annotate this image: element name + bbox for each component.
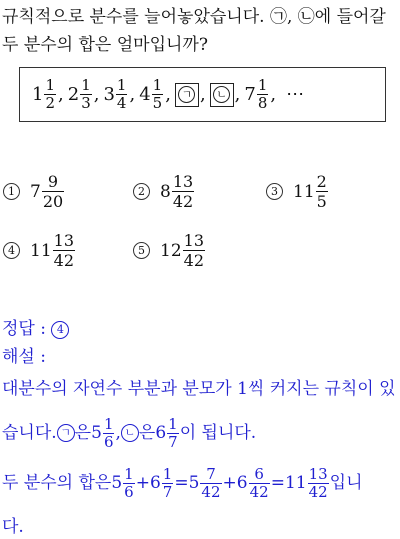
denominator: 5 — [316, 192, 327, 211]
numerator: 2 — [316, 172, 327, 191]
choice-whole: 11 — [30, 240, 52, 261]
denominator: 42 — [183, 251, 204, 270]
numerator: 1 — [257, 76, 268, 94]
term-whole: 4 — [139, 84, 151, 105]
blank-box — [210, 83, 234, 107]
fraction-whole: 11 — [284, 473, 307, 493]
numerator: 13 — [53, 231, 74, 250]
explanation-label: 해설 : — [2, 347, 46, 367]
comma: , — [58, 84, 64, 105]
choice-number: 5 — [133, 242, 150, 259]
circled-letter-1: ㄱ — [57, 424, 75, 442]
text: 습니다. — [2, 423, 57, 443]
choice-fraction — [183, 231, 205, 270]
comma: , — [129, 84, 136, 105]
numerator: 1 — [124, 464, 134, 483]
circled-letter-1: ㄱ — [178, 86, 195, 103]
explanation-line-1: 대분수의 자연수 부분과 분모가 1씩 커지는 규칙이 있 — [2, 379, 396, 399]
text: 이 됩니다. — [179, 423, 257, 443]
numerator: 1 — [152, 76, 163, 94]
numerator: 13 — [172, 172, 194, 191]
comma: , — [270, 84, 277, 105]
denominator: 7 — [168, 432, 178, 451]
choice-5[interactable] — [133, 231, 206, 270]
circled-letter-2: ㄴ — [121, 424, 139, 442]
fraction — [162, 466, 174, 501]
numerator: 1 — [81, 76, 91, 94]
plus-sign: + — [222, 473, 237, 493]
fraction — [200, 466, 221, 501]
answer-label: 정답 : — [2, 319, 52, 339]
choice-2[interactable] — [133, 172, 195, 211]
denominator: 42 — [308, 482, 328, 501]
comma: , — [165, 84, 171, 105]
numerator: 6 — [249, 466, 270, 484]
numerator: 13 — [183, 231, 204, 250]
choice-fraction — [172, 172, 194, 211]
choice-4[interactable] — [3, 231, 76, 270]
blank-1 — [175, 83, 210, 107]
blank-2 — [210, 83, 245, 107]
sequence-term — [103, 77, 139, 112]
denominator: 5 — [152, 94, 163, 112]
plus-sign: + — [135, 473, 150, 493]
equals-sign: = — [270, 473, 285, 493]
term-whole: 7 — [244, 84, 256, 105]
question-line-1: 규칙적으로 분수를 늘어놓았습니다. ㉠, ㉡에 들어갈 — [2, 7, 386, 27]
text: 두 분수의 합은 — [2, 473, 112, 493]
term-fraction — [44, 77, 56, 112]
fraction — [308, 466, 329, 501]
choice-1[interactable] — [3, 172, 65, 211]
fraction — [249, 466, 270, 501]
fraction — [103, 416, 115, 451]
choice-fraction — [316, 172, 328, 211]
denominator: 3 — [81, 94, 91, 112]
choice-number: 1 — [3, 183, 20, 200]
term-fraction — [80, 77, 92, 112]
choice-number: 2 — [133, 183, 150, 200]
explanation-line-2 — [2, 413, 256, 453]
denominator: 42 — [172, 192, 194, 211]
fraction — [123, 466, 135, 501]
denominator: 42 — [201, 482, 221, 501]
numerator: 1 — [103, 414, 114, 433]
equals-sign: = — [174, 473, 189, 493]
sequence-term — [68, 77, 104, 112]
comma: , — [93, 84, 100, 105]
answer-line — [2, 318, 69, 340]
sequence-term — [32, 77, 68, 112]
fraction-whole: 5 — [111, 473, 123, 493]
text: 은 — [74, 423, 92, 443]
term-whole: 2 — [67, 84, 80, 105]
fraction-whole: 6 — [236, 473, 248, 493]
denominator: 2 — [45, 94, 55, 112]
fraction-whole: 6 — [155, 423, 167, 443]
numerator: 1 — [45, 76, 55, 94]
fraction-whole: 5 — [91, 423, 102, 443]
text: , — [115, 423, 121, 443]
circled-letter-2: ㄴ — [213, 86, 230, 103]
choice-whole: 11 — [293, 181, 315, 202]
numerator: 13 — [308, 464, 328, 483]
answer-mark: 4 — [51, 321, 69, 339]
text: 은 — [138, 423, 156, 443]
denominator: 7 — [162, 482, 173, 501]
denominator: 6 — [103, 432, 114, 451]
text: 입니 — [329, 473, 363, 493]
term-fraction — [257, 77, 269, 112]
explanation-line-4: 다. — [2, 517, 24, 537]
choice-fraction — [42, 172, 64, 211]
comma: , — [234, 84, 241, 105]
denominator: 8 — [257, 94, 268, 112]
fraction — [167, 416, 179, 451]
term-whole: 1 — [32, 84, 44, 105]
explanation-line-3 — [2, 462, 363, 504]
choice-whole: 8 — [160, 181, 171, 202]
blank-box — [175, 83, 199, 107]
numerator: 1 — [168, 414, 178, 433]
denominator: 42 — [249, 482, 269, 501]
denominator: 6 — [124, 482, 134, 501]
numerator: 9 — [42, 172, 64, 192]
choice-whole: 7 — [30, 181, 41, 202]
denominator: 4 — [116, 94, 127, 112]
term-whole: 3 — [103, 84, 115, 105]
choice-whole: 12 — [160, 240, 182, 261]
numerator: 7 — [200, 466, 221, 484]
denominator: 20 — [42, 192, 64, 211]
numerator: 1 — [116, 76, 127, 94]
numerator: 1 — [162, 464, 173, 483]
term-fraction — [116, 77, 128, 112]
sequence-box — [19, 67, 386, 122]
ellipsis: ⋯ — [286, 84, 305, 105]
comma: , — [199, 84, 206, 105]
question-line-2: 두 분수의 합은 얼마입니까? — [2, 35, 208, 55]
term-fraction — [152, 77, 164, 112]
denominator: 42 — [53, 251, 74, 270]
fraction-whole: 6 — [149, 473, 161, 493]
choice-number: 3 — [266, 183, 283, 200]
choice-fraction — [53, 231, 75, 270]
sequence-term — [139, 77, 175, 112]
choice-3[interactable] — [266, 172, 329, 211]
sequence-term — [244, 77, 280, 112]
choice-number: 4 — [3, 242, 20, 259]
fraction-whole: 5 — [188, 473, 200, 493]
